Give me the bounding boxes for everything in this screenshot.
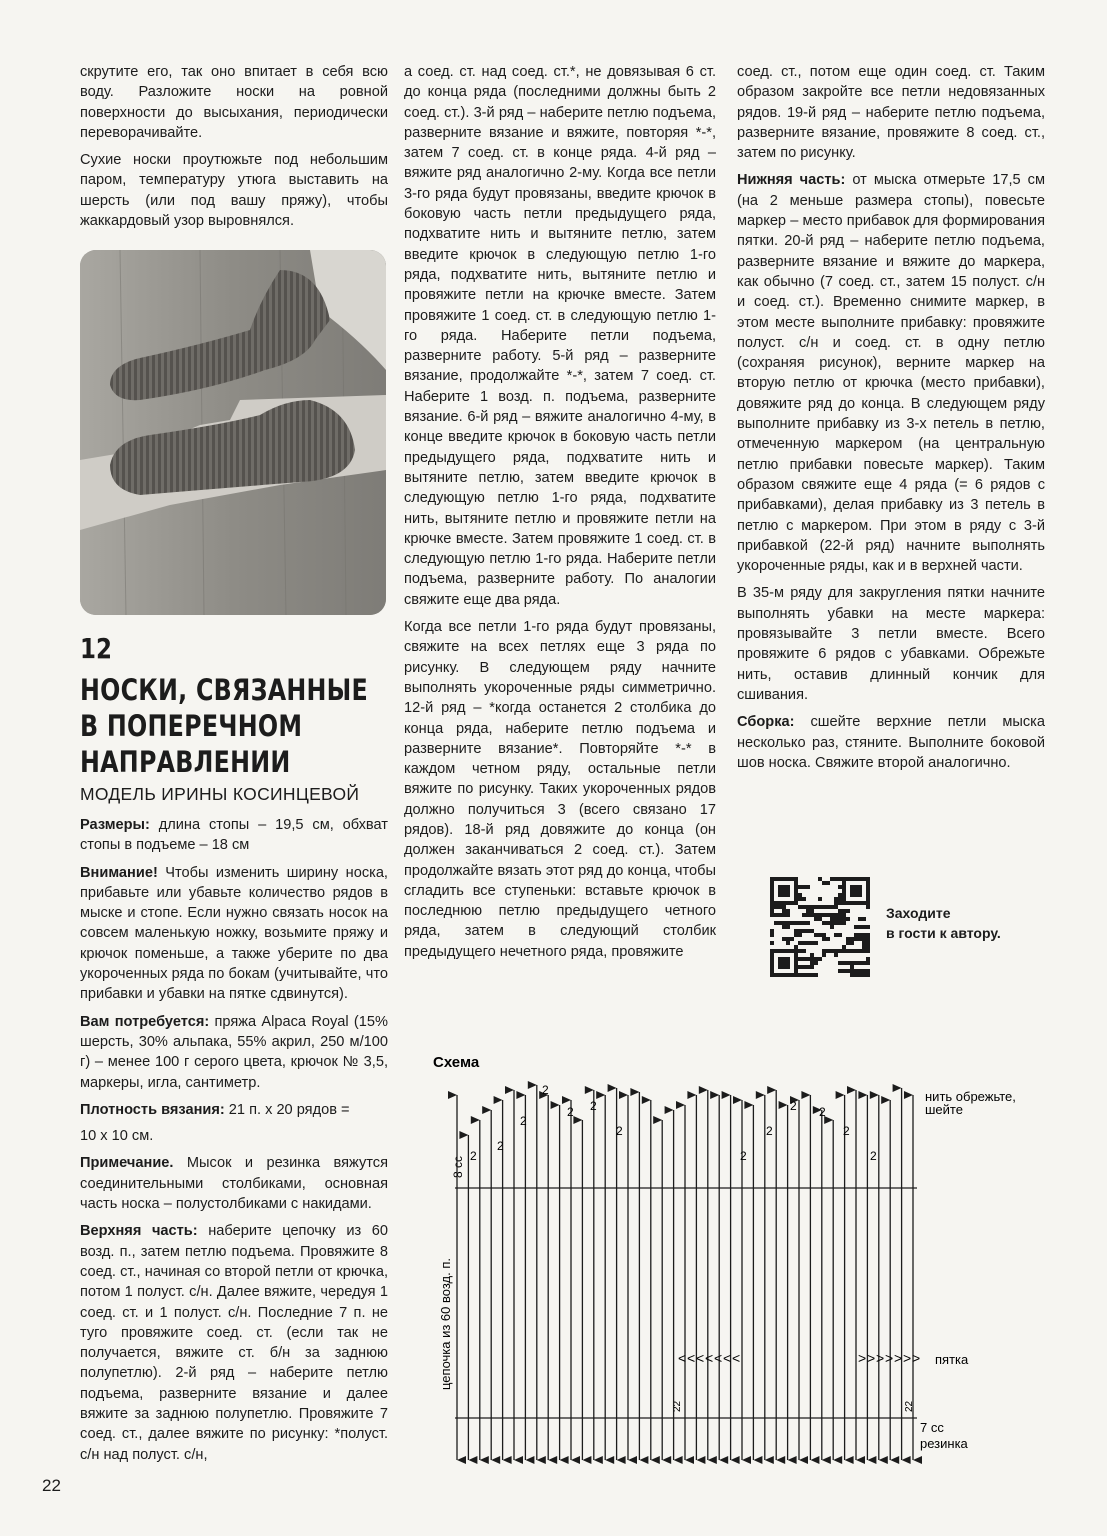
row-22-label: 22 — [904, 1400, 915, 1412]
article-number: 12 — [80, 632, 112, 665]
heel-marker: < — [705, 1350, 714, 1366]
stitch-count-label: 2 — [870, 1149, 877, 1163]
heel-marker: < — [723, 1350, 732, 1366]
density-value: 10 х 10 см. — [80, 1128, 154, 1145]
stitch-count-label: 2 — [542, 1083, 549, 1097]
density-paragraph — [80, 1100, 388, 1120]
assembly-paragraph — [737, 712, 1045, 773]
knitting-scheme — [430, 1050, 1050, 1480]
paragraph: В 35-м ряду для закругления пятки начните выполнять убавки на месте маркера: провязывайте 3 петли вместе. Всего провяжите 6 рядов с убавками. Обрежьте нить, оставив длинный кончик для сшивания. — [737, 585, 1045, 703]
bottom-part-label: Нижняя часть: — [737, 172, 846, 189]
sizes-label: Размеры: — [80, 817, 150, 833]
need-paragraph — [80, 1012, 388, 1093]
cut-label: нить обрежьте, — [925, 1089, 1016, 1104]
top-part-text: наберите цепочку из 60 возд. п., затем петлю подъема. Провяжите 8 соед. ст., начиная со второй петли от крючка, потом 1 полуст. с/н. Далее вяжите, чередуя 1 соед. ст. и 1 полуст. с/н. Последние 7 п. не туго провяжите соед. ст. (если так не получается, вяжите ст. б/н за заднюю полупетлю). 2-й ряд – наберите петлю подъема, разверните вязание и далее вяжите за заднюю полупетлю. Провяжите 7 соед. ст., далее вяжите по рисунку: *полуст. с/н над полуст. с/н, — [80, 1223, 388, 1463]
note-text: Мысок и резинка вяжутся соединительными столбиками, основная часть носка – полустолбиками с накидами. — [80, 1155, 388, 1213]
qr-caption — [886, 903, 1001, 943]
column-1-article — [80, 815, 388, 1472]
heel-marker: < — [732, 1350, 741, 1366]
title-line: НАПРАВЛЕНИИ — [80, 745, 291, 779]
heel-marker: < — [678, 1350, 687, 1366]
heel-marker: > — [885, 1350, 894, 1366]
title-line: НОСКИ, СВЯЗАННЫЕ — [80, 673, 369, 707]
sizes-paragraph — [80, 815, 388, 856]
top-part-label: Верхняя часть: — [80, 1223, 198, 1240]
heel-marker: < — [696, 1350, 705, 1366]
note-paragraph — [80, 1153, 388, 1214]
attention-text: Чтобы изменить ширину носка, прибавьте или убавьте количество рядов в мыске и стопе. Если нужно связать носок на совсем маленькую ножку, возьмите пряжу и крючок поменьше, а также уберите по два укороченных ряда по бокам (учитывайте, что прибавки и убавки на пятке сдвинутся). — [80, 864, 388, 1003]
need-label: Вам потребуется: — [80, 1013, 210, 1030]
title-line: В ПОПЕРЕЧНОМ — [80, 709, 303, 743]
stitch-count-label: 2 — [497, 1139, 504, 1153]
assembly-text: сшейте верхние петли мыска несколько раз, стяните. Выполните боковой шов носка. Свяжите второй аналогично. — [737, 714, 1045, 771]
rows-7cc-label: 7 сс — [920, 1420, 944, 1435]
heel-marker: > — [867, 1350, 876, 1366]
heel-marker: > — [858, 1350, 867, 1366]
attention-paragraph — [80, 863, 388, 1005]
stitch-count-label: 2 — [740, 1149, 747, 1163]
need-text: пряжа Alpaca Royal (15% шерсть, 30% альпака, 55% акрил, 250 м/100 г) – менее 100 г серого цвета, крючок № 3,5, маркеры, игла, сантиметр. — [80, 1013, 389, 1091]
heel-label: пятка — [935, 1352, 969, 1367]
rows-8cc-label: 8 сс — [451, 1155, 465, 1178]
cut-label: шейте — [925, 1102, 963, 1117]
attention-label: Внимание! — [80, 864, 158, 881]
paragraph: Когда все петли 1-го ряда будут провязаны, свяжите на всех петлях еще 3 ряда по рисунку. В следующем ряду начните выполнять укороченные ряды симметрично. 12-й ряд – *когда останется 2 столбика до конца ряда, наберите петлю подъема и разверните вязание*. Повторяйте *-* в каждом четном ряду, остальные петли вяжите по рисунку. Таких укороченных рядов должно получиться 3 (всего связано 17 рядов). 18-й ряд довяжите до конца (он должен заканчиваться 2 соед. ст.). Затем продолжайте вязать этот ряд до конца, чтобы сгладить все ступеньки: вставьте крючок в последнюю петлю предыдущего четного ряда, затем в следующий столбик предыдущего нечетного ряда, провяжите — [404, 619, 716, 960]
note-label: Примечание. — [80, 1155, 174, 1172]
sizes-text: длина стопы – 19,5 см, обхват стопы в подъеме – 18 см — [80, 817, 388, 854]
stitch-count-label: 2 — [470, 1149, 477, 1163]
author-line: МОДЕЛЬ ИРИНЫ КОСИНЦЕВОЙ — [80, 784, 360, 804]
heel-marker: > — [876, 1350, 885, 1366]
qr-code[interactable] — [770, 877, 870, 977]
bottom-part-paragraph — [737, 170, 1045, 576]
stitch-count-label: 2 — [520, 1114, 527, 1128]
paragraph: а соед. ст. над соед. ст.*, не довязывая 6 ст. до конца ряда (последними должны быть 2 соед. ст.). 3-й ряд – наберите петлю подъема, разверните вязание и вяжите, повторяя *-*, затем 7 соед. ст. в конце ряда. 4-й ряд – вяжите ряд аналогично 2-му. Когда все петли 3-го ряда будут провязаны, введите крючок в боковую часть петли предыдущего ряда, подхватите нить и вытяните петлю, затем введите крючок в следующую петлю 1-го ряда, подхватите нить, вытяните петлю и провяжите петли на крючке вместе. Затем провяжите 1 соед. ст. в следующую петлю 1-го ряда. Наберите петли подъема, разверните работу. 5-й ряд – разверните вязание, продолжайте *-*, затем 7 соед. ст. Наберите 1 возд. п. подъема, разверните вязание. 6-й ряд – вяжите аналогично 4-му, в конце введите крючок в боковую часть петли предыдущего ряда, подхватите нить и вытяните петлю, затем введите крючок в следующую петлю 1-го ряда, подхватите нить, вытяните петлю и провяжите петли на крючке вместе. Затем провяжите 1 соед. ст. в следующую петлю 1-го ряда. Наберите петли подъема, разверните работу. По аналогии свяжите еще два ряда. — [404, 64, 716, 608]
heel-marker: < — [714, 1350, 723, 1366]
stitch-count-label: 2 — [766, 1124, 773, 1138]
socks-photo — [80, 250, 386, 615]
chain-label: цепочка из 60 возд. п. — [438, 1258, 453, 1390]
stitch-count-label: 2 — [590, 1099, 597, 1113]
stitch-count-label: 2 — [616, 1124, 623, 1138]
heel-marker: > — [894, 1350, 903, 1366]
heel-marker: < — [687, 1350, 696, 1366]
heel-marker: > — [912, 1350, 921, 1366]
article-title — [80, 672, 369, 780]
paragraph: соед. ст., потом еще один соед. ст. Таким образом закройте все петли недовязанных рядов. 19-й ряд – наберите петлю подъема, разверните вязание, провяжите 8 соед. ст., затем по рисунку. — [737, 64, 1045, 162]
heel-marker: > — [903, 1350, 912, 1366]
stitch-count-label: 2 — [790, 1099, 797, 1113]
density-text: 21 п. х 20 рядов = — [224, 1101, 350, 1118]
paragraph: Сухие носки проутюжьте под небольшим паром, температуру утюга выставить на шерсть (или под вашу пряжу), чтобы жаккардовый узор выровнялся. — [80, 152, 388, 230]
stitch-count-label: 2 — [567, 1105, 574, 1119]
column-2 — [404, 62, 716, 969]
column-1 — [80, 62, 388, 238]
qr-caption-line: в гости к автору. — [886, 925, 1001, 941]
stitch-count-label: 2 — [843, 1124, 850, 1138]
stitch-count-label: 2 — [819, 1105, 826, 1119]
paragraph: скрутите его, так оно впитает в себя всю воду. Разложите носки на ровной поверхности до высыхания, периодически переворачивайте. — [80, 64, 388, 141]
density-label: Плотность вязания: — [80, 1101, 225, 1118]
assembly-label: Сборка: — [737, 714, 795, 731]
rib-label: резинка — [920, 1436, 968, 1451]
row-22-label: 22 — [672, 1400, 683, 1412]
page-number: 22 — [42, 1476, 61, 1495]
qr-caption-line: Заходите — [886, 905, 951, 921]
bottom-part-text: от мыска отмерьте 17,5 см (на 2 меньше размера стопы), повесьте маркер – место прибавок для формирования пятки. 20-й ряд – наберите петлю подъема, разверните вязание и вяжите до маркера, как обычно (7 соед. ст., затем 15 полуст. с/н и соед. ст.). Временно снимите маркер, в этом месте выполните прибавку: провяжите полуст. с/н и соед. ст. в одну петлю (сохраняя рисунок), верните маркер на вторую петлю от крючка (место прибавки), довяжите ряд до конца. В следующем ряду выполните прибавку из 3-х петель в петлю, отмеченную маркером (на центральную петлю прибавки повесьте маркер). Таким образом свяжите еще 4 ряда (= 6 рядов с прибавками), делая прибавку из 3 петель в петлю с маркером. При этом в ряду с 3-й прибавкой (22-й ряд) начните выполнять укороченные ряды, как и в верхней части. — [737, 172, 1045, 575]
scheme-title: Схема — [433, 1054, 480, 1071]
top-part-paragraph — [80, 1221, 388, 1465]
column-3 — [737, 62, 1045, 780]
